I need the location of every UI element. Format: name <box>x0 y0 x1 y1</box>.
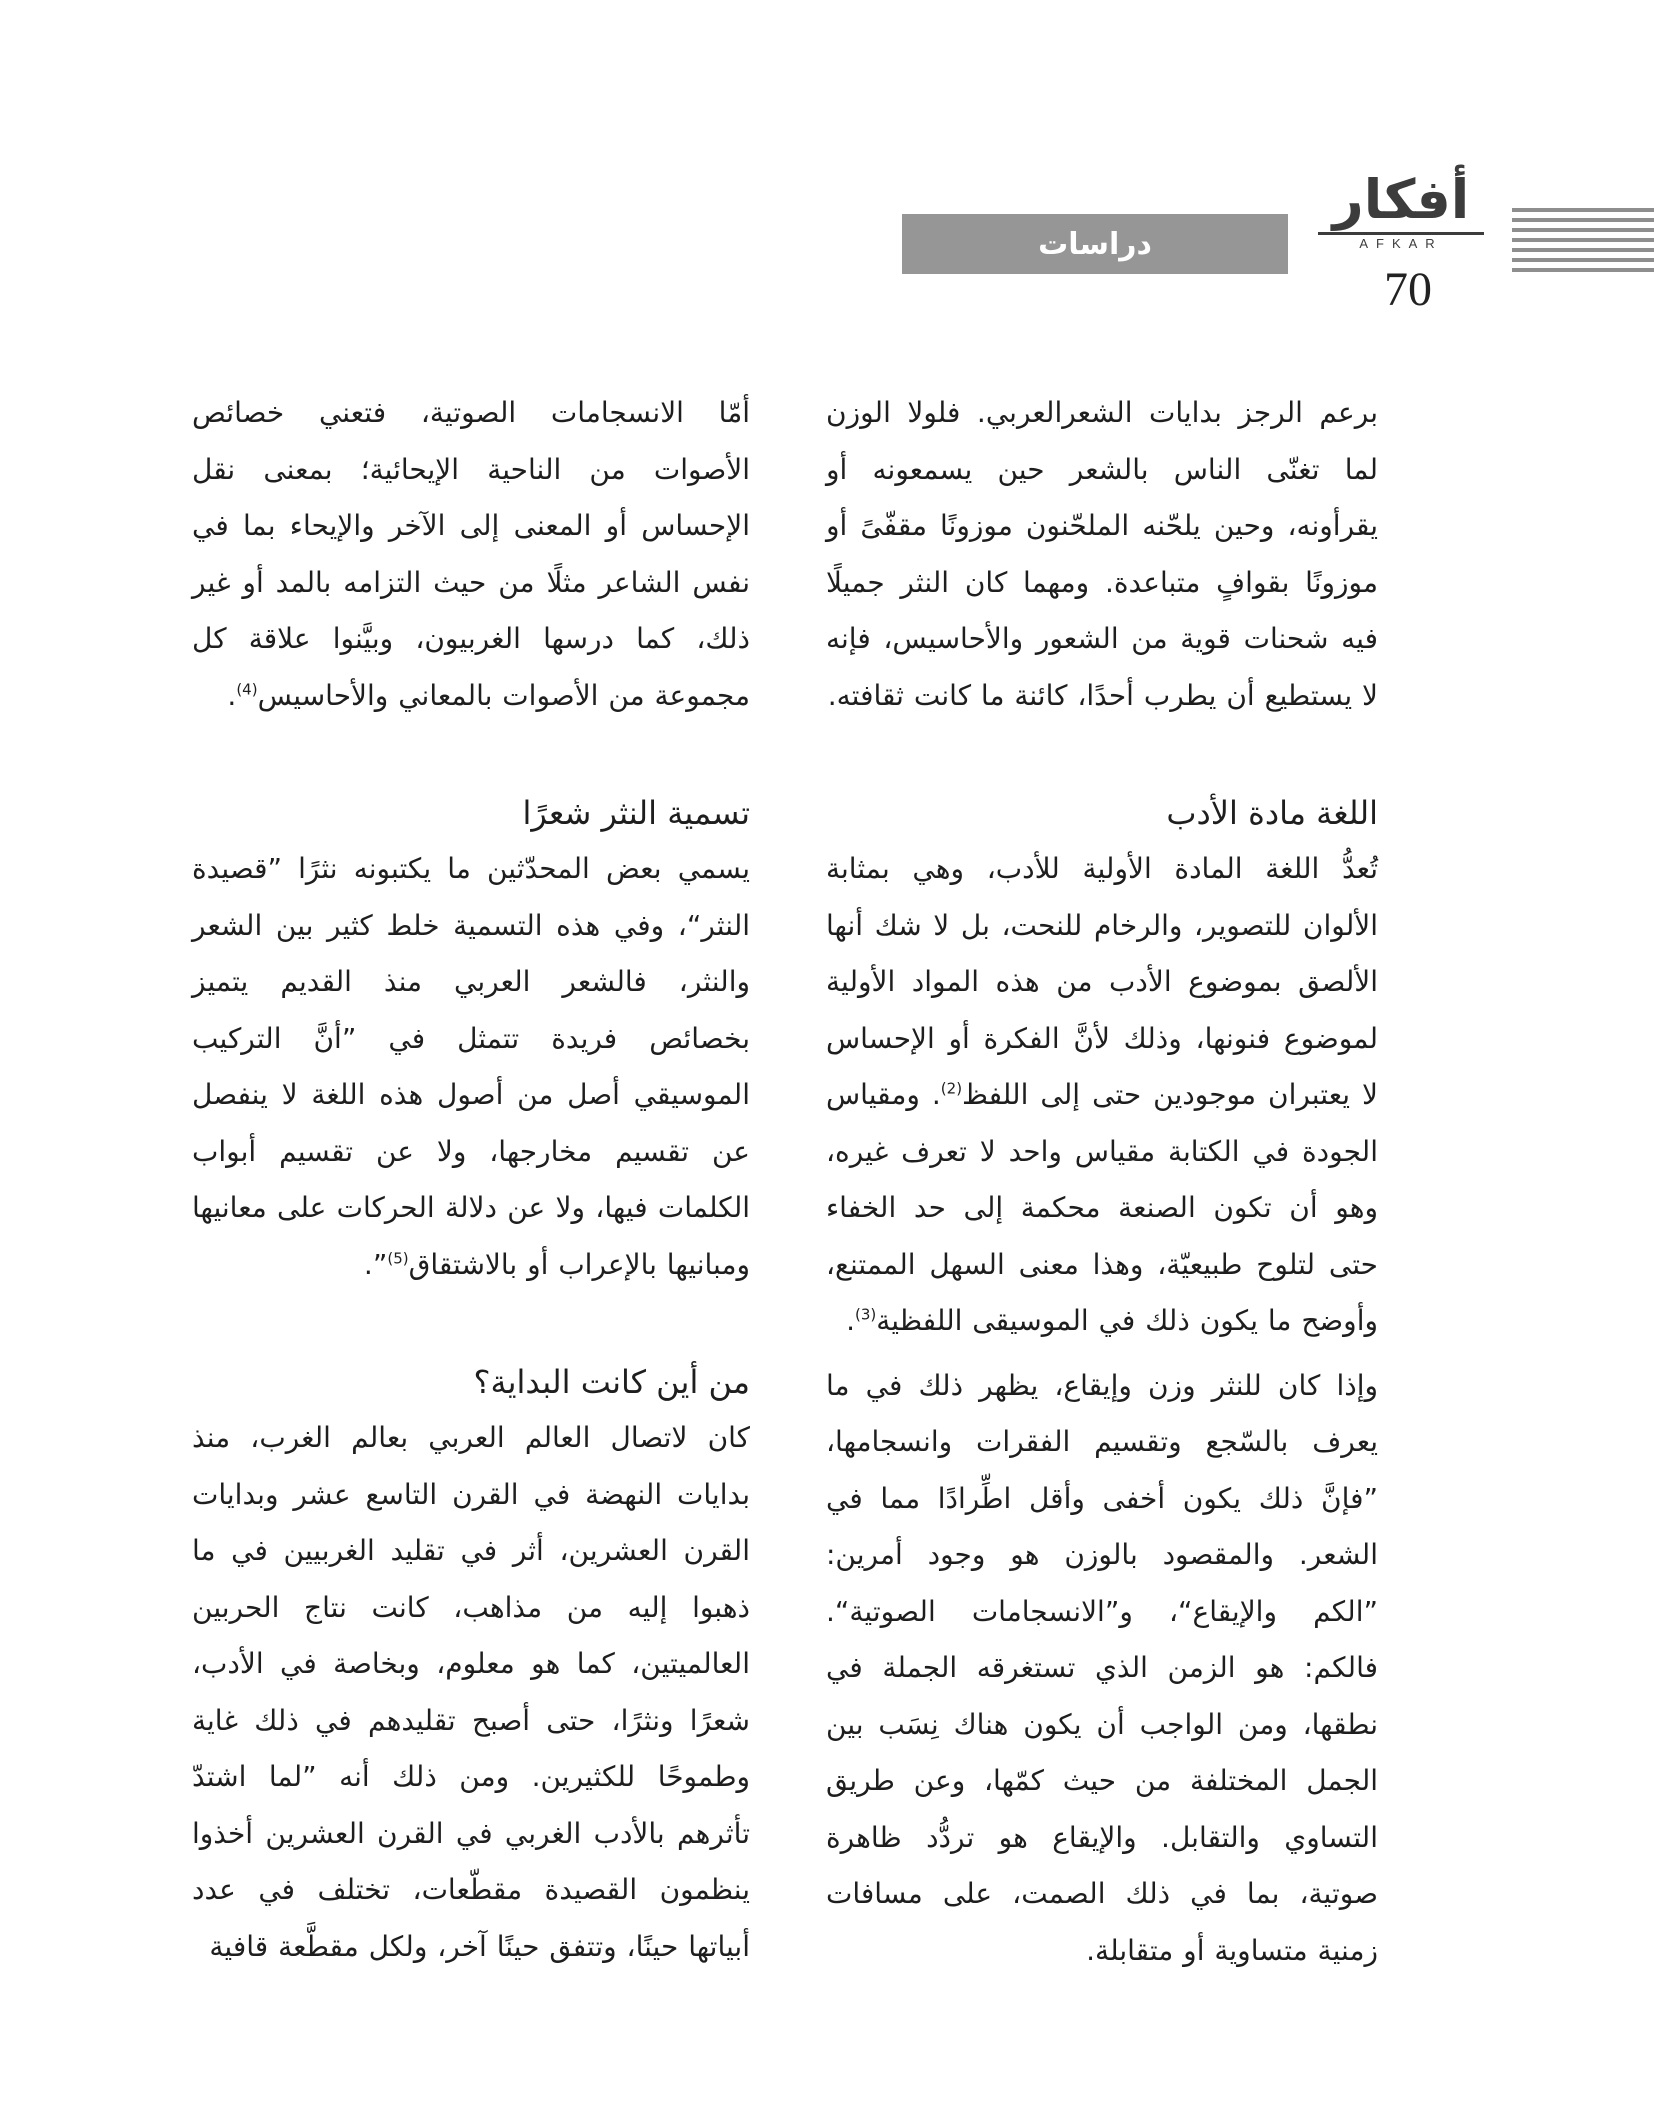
page-number: 70 <box>1384 263 1432 316</box>
paragraph <box>192 385 750 724</box>
right-column <box>826 385 1378 1979</box>
paragraph-text: تُعدُّ اللغة المادة الأولية للأدب، وهي بمثابة الألوان للتصوير، والرخام للنحت، بل لا شك أنها الألصق بموضوع الأدب من هذه المواد الأولية لموضوع فنونها، وذلك لأنَّ الفكرة أو الإحساس لا يعتبران موجودين حتى إلى اللفظ <box>826 852 1378 1111</box>
footnote-ref: (5) <box>387 1249 409 1268</box>
paragraph-text: . <box>227 678 237 712</box>
header-stripes <box>1512 208 1654 276</box>
logo-arabic: أفكار <box>1332 168 1470 231</box>
footnote-ref: (2) <box>940 1079 963 1098</box>
paragraph <box>826 841 1378 1350</box>
magazine-logo <box>1318 168 1484 252</box>
logo-latin: AFKAR <box>1359 236 1443 251</box>
paragraph-text: ”. <box>363 1247 388 1281</box>
paragraph-text: يسمي بعض المحدّثين ما يكتبونه نثرًا ”قصيدة النثر“، وفي هذه التسمية خلط كثير بين الشعر والنثر، فالشعر العربي منذ القديم يتميز بخصائص فريدة تتمثل في ”أنَّ التركيب الموسيقي أصل من أصول هذه اللغة لا ينفصل عن تقسيم مخارجها، ولا عن تقسيم أبواب الكلمات فيها، ولا عن دلالة الحركات على معانيها ومبانيها بالإعراب أو بالاشتقاق <box>192 852 750 1281</box>
footnote-ref: (3) <box>854 1305 877 1324</box>
section-heading: تسمية النثر شعرًا <box>522 794 750 832</box>
section-heading: اللغة مادة الأدب <box>1166 794 1378 832</box>
paragraph-text: . <box>846 1304 855 1337</box>
paragraph-text: أمّا الانسجامات الصوتية، فتعني خصائص الأصوات من الناحية الإيحائية؛ بمعنى نقل الإحساس أو المعنى إلى الآخر والإيحاء بما في نفس الشاعر مثلًا من حيث التزامه بالمد أو غير ذلك، كما درسها الغربيون، وبيَّنوا علاقة كل مجموعة من الأصوات بالمعاني والأحاسيس <box>192 396 750 712</box>
logo-rule <box>1318 232 1484 235</box>
section-heading: من أين كانت البداية؟ <box>473 1363 750 1401</box>
section-label-text: دراسات <box>1038 226 1152 262</box>
paragraph: وإذا كان للنثر وزن وإيقاع، يظهر ذلك في ما يعرف بالسّجع وتقسيم الفقرات وانسجامها، ”فإنَّ ذلك يكون أخفى وأقل اطِّرادًا مما في الشعر. والمقصود بالوزن هو وجود أمرين: ”الكم والإيقاع“، و”الانسجامات الصوتية“. فالكم: هو الزمن الذي تستغرقه الجملة في نطقها، ومن الواجب أن يكون هناك نِسَب بين الجمل المختلفة من حيث كمّها، وعن طريق التساوي والتقابل. والإيقاع هو تردُّد ظاهرة صوتية، بما في ذلك الصمت، على مسافات زمنية متساوية أو متقابلة. <box>826 1368 1378 1967</box>
footnote-ref: (4) <box>236 680 258 699</box>
paragraph: كان لاتصال العالم العربي بعالم الغرب، منذ بدايات النهضة في القرن التاسع عشر وبدايات القرن العشرين، أثر في تقليد الغربيين في ما ذهبوا إليه من مذاهب، كانت نتاج الحربين العالميتين، كما هو معلوم، وبخاصة في الأدب، شعرًا ونثرًا، حتى أصبح تقليدهم في ذلك غاية وطموحًا للكثيرين. ومن ذلك أنه ”لما اشتدّ تأثرهم بالأدب الغربي في القرن العشرين أخذوا ينظمون القصيدة مقطّعات، تختلف في عدد أبياتها حينًا، وتتفق حينًا آخر، ولكل مقطَّعة قافية <box>192 1421 750 1963</box>
paragraph: برعم الرجز بدايات الشعرالعربي. فلولا الوزن لما تغنّى الناس بالشعر حين يسمعونه أو يقرأونه، وحين يلحّنه الملحّنون موزونًا مقفّىً أو موزونًا بقوافٍ متباعدة. ومهما كان النثر جميلًا فيه شحنات قوية من الشعور والأحاسيس، فإنه لا يستطيع أن يطرب أحدًا، كائنة ما كانت ثقافته. <box>826 396 1378 712</box>
paragraph-text: . ومقياس الجودة في الكتابة مقياس واحد لا تعرف غيره، وهو أن تكون الصنعة محكمة إلى حد الخفاء حتى لتلوح طبيعيّة، وهذا معنى السهل الممتنع، وأوضح ما يكون ذلك في الموسيقى اللفظية <box>826 1078 1378 1337</box>
section-label <box>902 214 1288 274</box>
left-column <box>192 385 750 1975</box>
paragraph <box>192 841 750 1293</box>
